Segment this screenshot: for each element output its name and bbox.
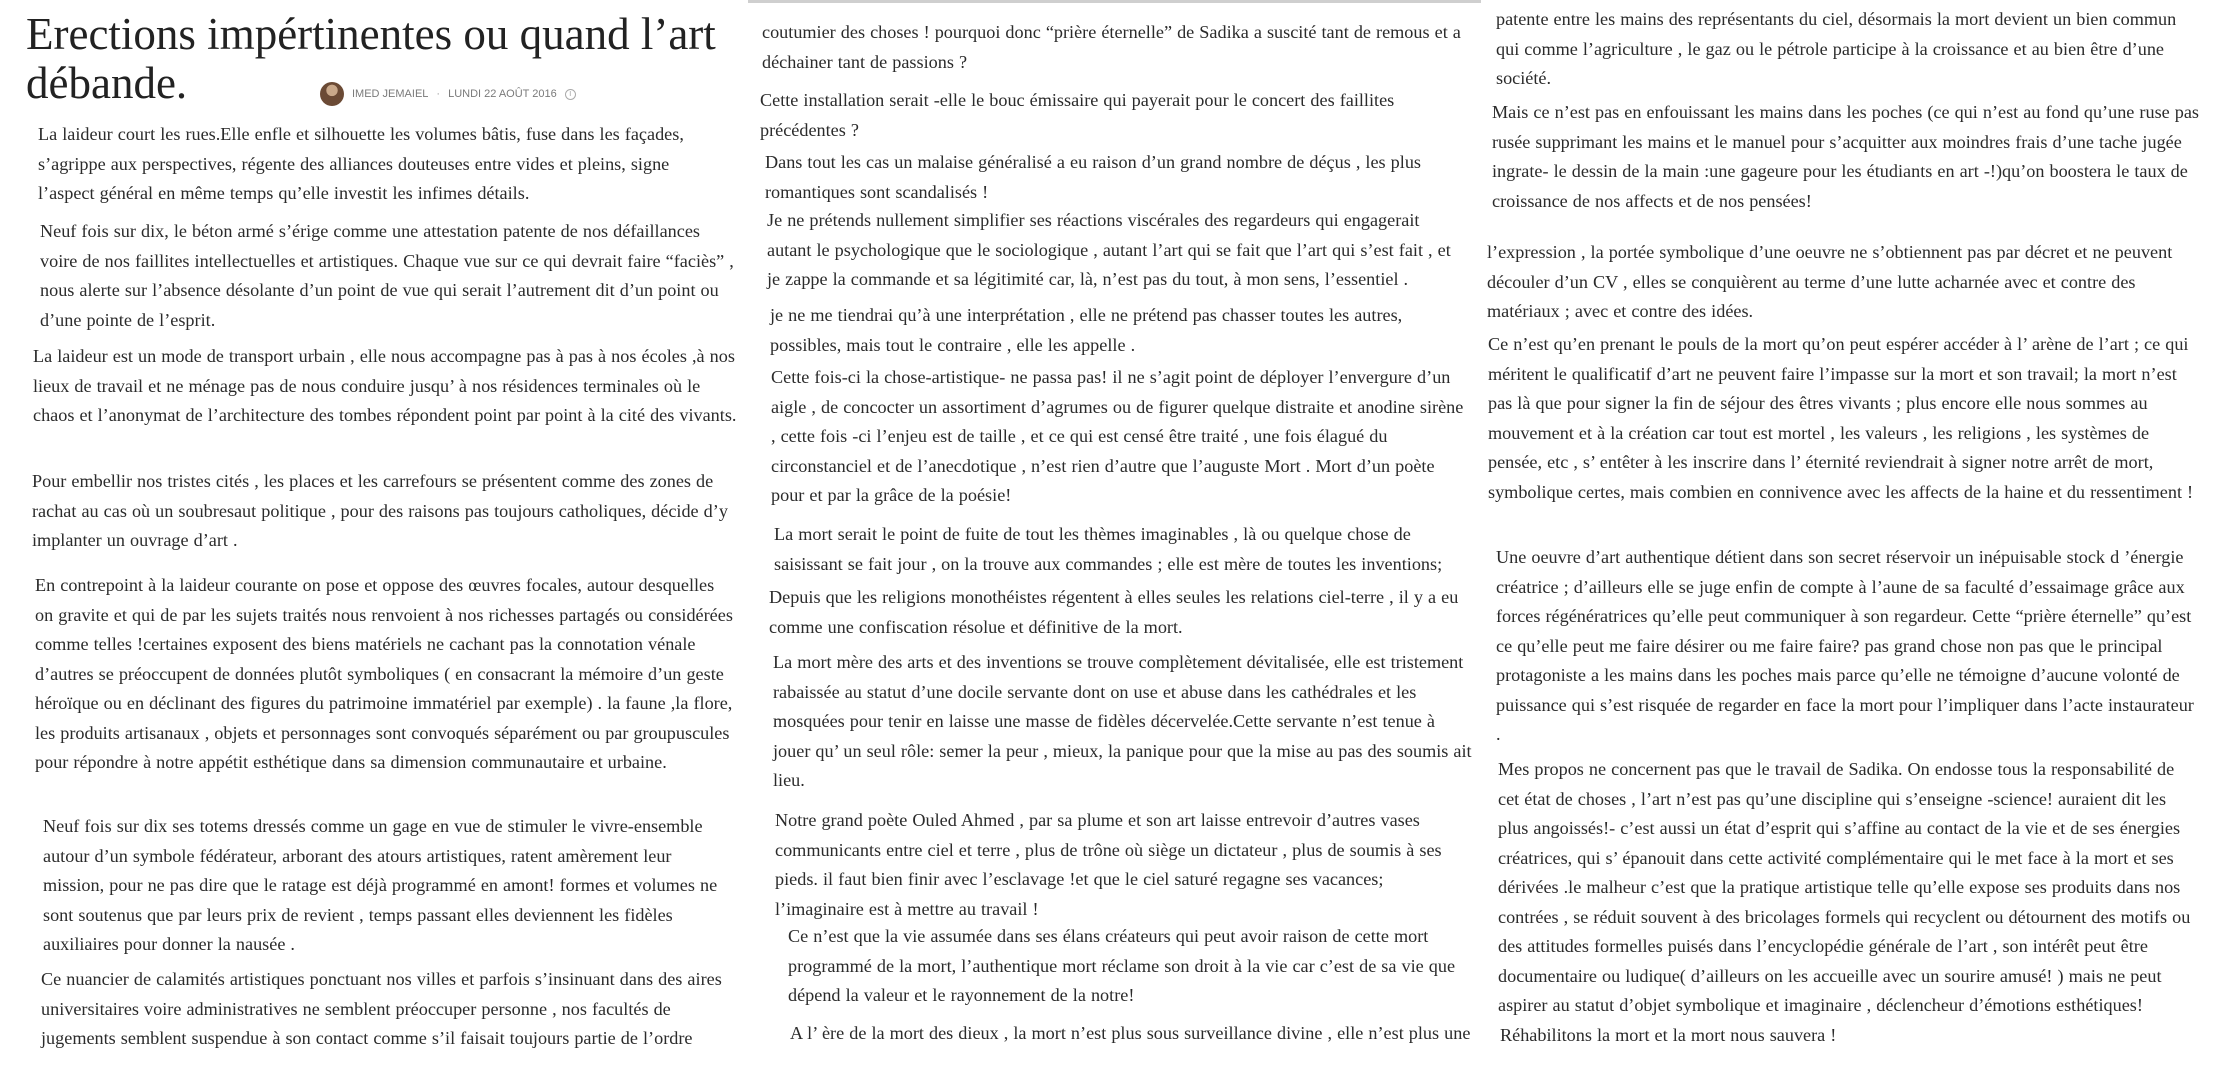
paragraph: Cette fois-ci la chose-artistique- ne passa pas! il ne s’agit point de déployer l’envergure d’un aigle , de concocter un assortiment d’agrumes ou de figurer quelque distraite et anodine sirène , cette fois -ci l’enjeu est de taille , et ce qui est censé être traité , une fois élagué du circonstanciel et de l’anecdotique , n’est rien d’autre que l’auguste Mort . Mort d’un poète pour et par la grâce de la poésie! — [771, 367, 1464, 505]
paragraph: Dans tout les cas un malaise généralisé a eu raison d’un grand nombre de déçus , les plus romantiques sont scandalisés ! — [765, 152, 1421, 202]
paragraph: Depuis que les religions monothéistes régentent à elles seules les relations ciel-terre , il y a eu comme une confiscation résolue et définitive de la mort. — [769, 587, 1459, 637]
author-name[interactable]: IMED JEMAIEL — [352, 88, 429, 100]
paragraph: patente entre les mains des représentants du ciel, désormais la mort devient un bien commun qui comme l’agriculture , le gaz ou le pétrole participe à la croissance et au bien être d’une société. — [1496, 9, 2177, 88]
paragraph: La laideur est un mode de transport urbain , elle nous accompagne pas à pas à nos écoles ,à nos lieux de travail et ne ménage pas de nous conduire jusqu’ à nos résidences terminales où le chaos et l’anonymat de l’architecture des tombes répondent point par point à la cité des vivants. — [33, 346, 737, 425]
paragraph: Je ne prétends nullement simplifier ses réactions viscérales des regardeurs qui engagerait autant le psychologique que le sociologique , autant l’art qui se fait que l’art qui s’est fait , et je zappe la commande et sa légitimité car, là, n’est pas du tout, à mon sens, l’essentiel . — [767, 210, 1451, 289]
paragraph: Une oeuvre d’art authentique détient dans son secret réservoir un inépuisable stock d ’énergie créatrice ; d’ailleurs elle se juge enfin de compte à l’aune de sa faculté d’essaimage grâce aux forces régénératrices qu’elle peut communiquer à son regardeur. Cette “prière éternelle” qu’est ce qu’elle peut me faire désirer ou me faire faire? pas grand chose non pas que le principal protagoniste a les mains dans les poches mais parce qu’elle ne témoigne d’aucune volonté de puissance qui s’est risquée de regarder en face la mort pour l’impliquer dans l’acte instaurateur . — [1496, 547, 2194, 744]
paragraph: je ne me tiendrai qu’à une interprétation , elle ne prétend pas chasser toutes les autres, possibles, mais tout le contraire , elle les appelle . — [770, 305, 1403, 355]
author-avatar[interactable] — [320, 82, 344, 106]
paragraph: Notre grand poète Ouled Ahmed , par sa plume et son art laisse entrevoir d’autres vases communicants entre ciel et terre , plus de trône où siège un dictateur , plus de soumis à ses pieds. il faut bien finir avec l’esclavage !et que le ciel saturé regagne ses vacances; l’imaginaire est à mettre au travail ! — [775, 810, 1442, 919]
byline — [320, 81, 576, 107]
paragraph: Pour embellir nos tristes cités , les places et les carrefours se présentent comme des zones de rachat au cas où un soubresaut politique , pour des raisons pas toujours catholiques, décide d’y implanter un ouvrage d’art . — [32, 471, 728, 550]
paragraph: Neuf fois sur dix, le béton armé s’érige comme une attestation patente de nos défaillances voire de nos faillites intellectuelles et artistiques. Chaque vue sur ce qui devrait faire “faciès” , nous alerte sur l’absence désolante d’un point de vue qui serait l’autrement dit d’un point ou d’une pointe de l’esprit. — [40, 221, 734, 330]
info-icon[interactable]: I — [565, 89, 576, 100]
byline-separator: · — [436, 88, 441, 100]
paragraph: En contrepoint à la laideur courante on pose et oppose des œuvres focales, autour desquelles on gravite et qui de par les sujets traités nous renvoient à nos richesses partagés ou considérées comme telles !certaines exposent des biens matériels ne cachant pas la connotation vénale d’autres se préoccupent de données plutôt symboliques ( en consacrant la mémoire d’un geste héroïque ou en déclinant des figures du patrimoine immatériel par exemple) . la faune ,la flore, les produits artisanaux , objets et personnages sont convoqués séparément ou par groupuscules pour répondre à notre appétit esthétique dans sa dimension communautaire et urbaine. — [35, 575, 733, 772]
paragraph: l’expression , la portée symbolique d’une oeuvre ne s’obtiennent pas par décret et ne peuvent découler d’un CV , elles se conquièrent au terme d’une lutte acharnée avec et contre des matériaux ; avec et contre des idées. — [1487, 242, 2173, 321]
article-column-3 — [1481, 0, 2215, 1080]
paragraph: Ce n’est que la vie assumée dans ses élans créateurs qui peut avoir raison de cette mort programmé de la mort, l’authentique mort réclame son droit à la vie car c’est de sa vie que dépend la valeur et le rayonnement de la notre! — [788, 926, 1456, 1005]
publish-date: LUNDI 22 AOÛT 2016 — [448, 88, 557, 100]
paragraph: Cette installation serait -elle le bouc émissaire qui payerait pour le concert des faillites précédentes ? — [760, 90, 1395, 140]
paragraph: A l’ ère de la mort des dieux , la mort n’est plus sous surveillance divine , elle n’est plus une — [790, 1023, 1471, 1043]
paragraph: Ce nuancier de calamités artistiques ponctuant nos villes et parfois s’insinuant dans des aires universitaires voire administratives ne semblent préoccuper personne , nos facultés de jugements semblent suspendue à son contact comme s’il faisait toujours partie de l’ordre — [41, 969, 722, 1048]
paragraph: Neuf fois sur dix ses totems dressés comme un gage en vue de stimuler le vivre-ensemble autour d’un symbole fédérateur, arborant des atours artistiques, ratent amèrement leur mission, pour ne pas dire que le ratage est déjà programmé en amont! formes et volumes ne sont soutenus que par leurs prix de revient , temps passant elles deviennent les fidèles auxiliaires pour donner la nausée . — [43, 816, 718, 954]
paragraph: coutumier des choses ! pourquoi donc “prière éternelle” de Sadika a suscité tant de remous et a déchainer tant de passions ? — [762, 22, 1461, 72]
paragraph: La laideur court les rues.Elle enfle et silhouette les volumes bâtis, fuse dans les façades, s’agrippe aux perspectives, régente des alliances douteuses entre vides et pleins, signe l’aspect général en même temps qu’elle investit les infimes détails. — [38, 124, 684, 203]
paragraph: Ce n’est qu’en prenant le pouls de la mort qu’on peut espérer accéder à l’ arène de l’art ; ce qui méritent le qualificatif d’art ne peuvent faire l’impasse sur la mort et son travail; la mort n’est pas là que pour signer la fin de séjour des êtres vivants ; plus encore elle nous sommes au mouvement et à la création car tout est mortel , les valeurs , les religions , les systèmes de pensée, etc , s’ entêter à les inscrire dans l’ éternité reviendrait à signer notre arrêt de mort, symbolique certes, mais combien en connivence avec les affects de la haine et du ressentiment ! — [1488, 334, 2194, 502]
paragraph: La mort serait le point de fuite de tout les thèmes imaginables , là ou quelque chose de saisissant se fait jour , on la trouve aux commandes ; elle est mère de toutes les inventions; — [774, 524, 1443, 574]
article-column-2 — [748, 0, 1481, 1080]
paragraph: La mort mère des arts et des inventions se trouve complètement dévitalisée, elle est tristement rabaissée au statut d’une docile servante dont on use et abuse dans les cathédrales et les mosquées pour tenir en laisse une masse de fidèles décervelée.Cette servante n’est tenue à jouer qu’ un seul rôle: semer la peur , mieux, la panique pour que la mise au pas des soumis ait lieu. — [773, 652, 1472, 790]
paragraph: Mais ce n’est pas en enfouissant les mains dans les poches (ce qui n’est au fond qu’une ruse pas rusée supprimant les mains et le manuel pour s’acquitter aux moindres frais d’une tache jugée ingrate- le dessin de la main :une gageure pour les étudiants en art -!)qu’on boostera le taux de croissance de nos affects et de nos pensées! — [1492, 102, 2200, 211]
paragraph: Mes propos ne concernent pas que le travail de Sadika. On endosse tous la responsabilité de cet état de choses , l’art n’est pas qu’une discipline qui s’enseigne -science! auraient dit les plus angoissés!- c’est aussi un état d’esprit qui s’affine au contact de la vie et de ses énergies créatrices, qui s’ épanouit dans cette activité complémentaire qui le met face à la mort et ses dérivées .le malheur c’est que la pratique artistique telle qu’elle expose ses produits dans nos contrées , se réduit souvent à des bricolages formels qui recyclent ou détournent des motifs ou des attitudes formelles puisés dans l’encyclopédie générale de l’art , son intérêt peut être documentaire ou ludique( d’ailleurs on les accueille avec un sourire amusé! ) mais ne peut aspirer au statut d’objet symbolique et imaginaire , déclencheur d’émotions esthétiques! — [1498, 759, 2191, 1015]
article-column-1 — [0, 0, 748, 1080]
article-title: Erections impértinentes ou quand l’art débande. — [26, 9, 716, 108]
paragraph: Réhabilitons la mort et la mort nous sauvera ! — [1500, 1025, 1837, 1045]
